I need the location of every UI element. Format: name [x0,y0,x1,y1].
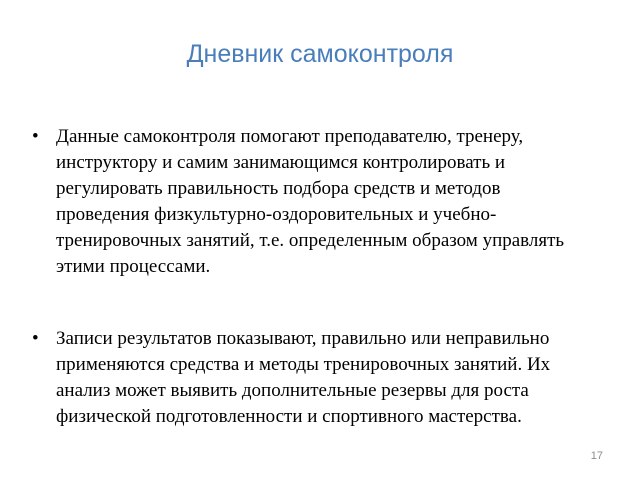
slide-title: Дневник самоконтроля [186,40,454,68]
bullet-list [32,124,592,430]
bullet-marker-icon: • [32,328,39,349]
bullet-marker-icon: • [32,126,39,147]
page-number: 17 [590,450,603,462]
bullet-text: Записи результатов показывают, правильно или неправильно применяются средства и методы тренировочных занятий. Их анализ может выявить дополнительные резервы для роста физической подготовленности и спортивного мастерства. [56,328,551,427]
bullet-item-2 [32,326,592,430]
bullet-item-1 [32,124,592,280]
bullet-text: Данные самоконтроля помогают преподавателю, тренеру, инструктору и самим занимающимся контролировать и регулировать правильность подбора средств и методов проведения физкультурно-оздоровительных и учебно-тренировочных занятий, т.е. определенным образом управлять этими процессами. [56,126,565,277]
